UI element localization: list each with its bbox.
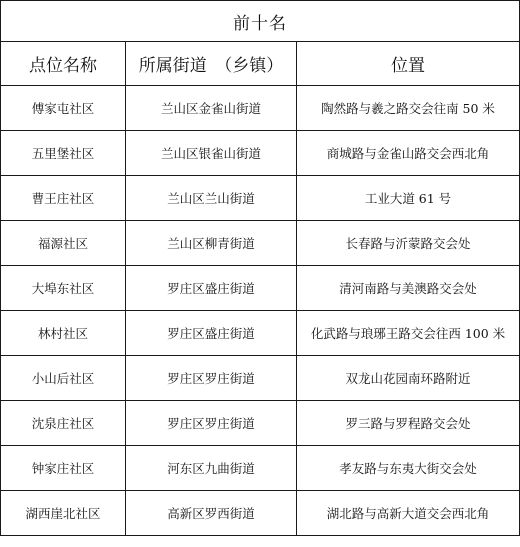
point-name-cell: 傅家屯社区: [1, 86, 126, 131]
street-cell: 兰山区兰山街道: [126, 176, 297, 221]
street-cell: 罗庄区罗庄街道: [126, 401, 297, 446]
location-cell: 长春路与沂蒙路交会处: [297, 221, 520, 266]
point-name-cell: 沈泉庄社区: [1, 401, 126, 446]
table-row: [1, 491, 520, 536]
location-cell: 双龙山花园南环路附近: [297, 356, 520, 401]
point-name-cell: 五里堡社区: [1, 131, 126, 176]
point-name-cell: 曹王庄社区: [1, 176, 126, 221]
location-cell: 罗三路与罗程路交会处: [297, 401, 520, 446]
point-name-cell: 小山后社区: [1, 356, 126, 401]
table-row: [1, 221, 520, 266]
point-name-cell: 大埠东社区: [1, 266, 126, 311]
street-cell: 兰山区银雀山街道: [126, 131, 297, 176]
street-cell: 罗庄区罗庄街道: [126, 356, 297, 401]
table-header-row: [1, 42, 520, 86]
header-point-name: 点位名称: [1, 42, 126, 86]
table-row: [1, 446, 520, 491]
location-cell: 湖北路与高新大道交会西北角: [297, 491, 520, 536]
table-row: [1, 266, 520, 311]
street-cell: 高新区罗西街道: [126, 491, 297, 536]
location-cell: 陶然路与羲之路交会往南 50 米: [297, 86, 520, 131]
point-name-cell: 林村社区: [1, 311, 126, 356]
street-cell: 兰山区金雀山街道: [126, 86, 297, 131]
street-cell: 罗庄区盛庄街道: [126, 266, 297, 311]
point-name-cell: 湖西崖北社区: [1, 491, 126, 536]
location-cell: 商城路与金雀山路交会西北角: [297, 131, 520, 176]
table-row: [1, 176, 520, 221]
location-cell: 工业大道 61 号: [297, 176, 520, 221]
header-location: 位置: [297, 42, 520, 86]
table-title: 前十名: [1, 1, 520, 42]
point-name-cell: 福源社区: [1, 221, 126, 266]
street-cell: 河东区九曲街道: [126, 446, 297, 491]
table-title-row: [1, 1, 520, 42]
table-row: [1, 131, 520, 176]
location-cell: 化武路与琅琊王路交会往西 100 米: [297, 311, 520, 356]
table-row: [1, 356, 520, 401]
header-street: 所属街道 （乡镇）: [126, 42, 297, 86]
street-cell: 兰山区柳青街道: [126, 221, 297, 266]
street-cell: 罗庄区盛庄街道: [126, 311, 297, 356]
table-row: [1, 401, 520, 446]
point-name-cell: 钟家庄社区: [1, 446, 126, 491]
location-cell: 孝友路与东夷大街交会处: [297, 446, 520, 491]
table-row: [1, 86, 520, 131]
table-row: [1, 311, 520, 356]
location-cell: 清河南路与美澳路交会处: [297, 266, 520, 311]
